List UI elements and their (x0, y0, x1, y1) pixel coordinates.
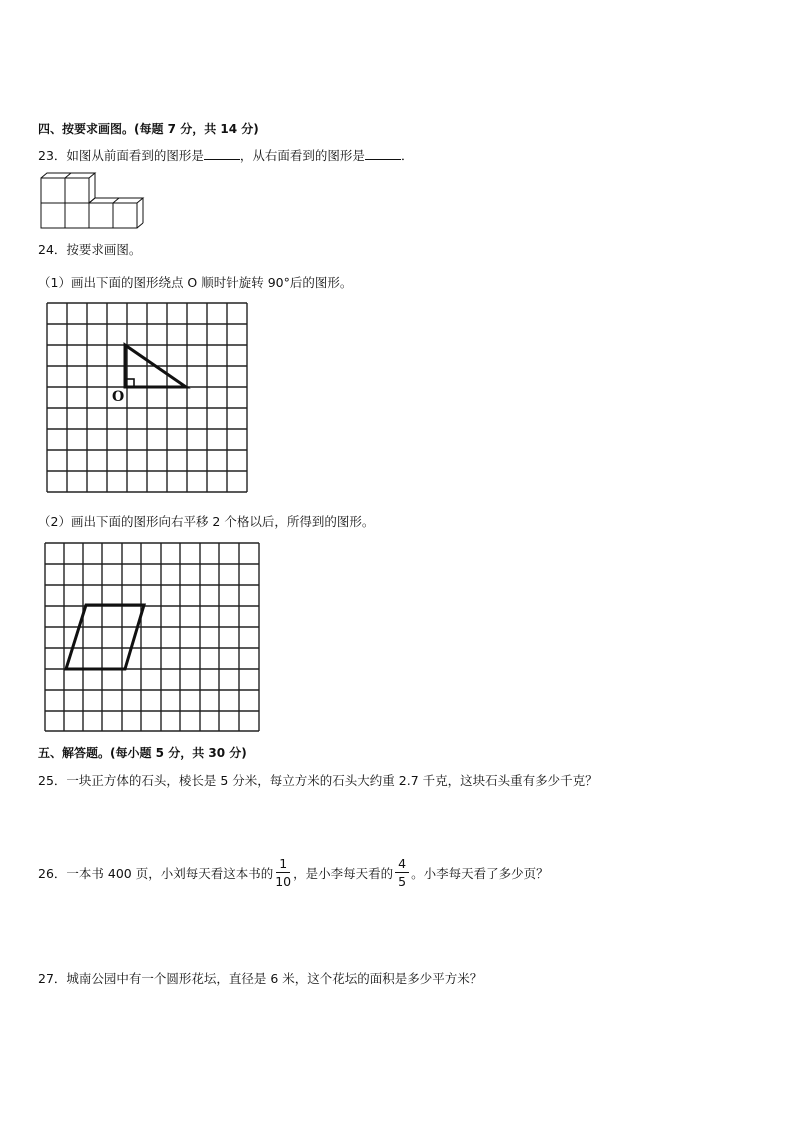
question-23 (38, 146, 413, 164)
q23-text-b: ，从右面看到的图形是 (239, 148, 365, 163)
q23-blank-right[interactable] (365, 147, 401, 160)
fraction-one-tenth (275, 856, 291, 889)
q23-blank-front[interactable] (204, 147, 240, 160)
question-27: 27．城南公园中有一个圆形花坛，直径是 6 米，这个花坛的面积是多少平方米？ (38, 971, 483, 986)
question-24-part-1: （1）画出下面的图形绕点 O 顺时针旋转 90°后的图形。 (38, 275, 353, 290)
parallelogram-shape (66, 605, 144, 669)
q23-text-c: ． (400, 148, 414, 163)
grid-rotation[interactable] (46, 302, 248, 494)
q26-text-c: 。小李每天看了多少页？ (411, 865, 549, 881)
grid-lines-1 (47, 303, 247, 492)
fraction-four-fifths (395, 856, 409, 889)
section-5-heading: 五、解答题。(每小题 5 分，共 30 分) (38, 746, 247, 760)
frac2-denominator: 5 (398, 874, 407, 889)
cube-figure (40, 172, 150, 232)
question-24: 24．按要求画图。 (38, 242, 142, 257)
question-26 (38, 856, 549, 889)
grid-translation[interactable] (44, 542, 260, 732)
point-o-label: O (112, 389, 125, 405)
q26-text-b: ，是小李每天看的 (293, 865, 394, 881)
frac2-numerator: 4 (398, 856, 407, 871)
frac1-bar (276, 872, 290, 873)
question-25: 25．一块正方体的石头，棱长是 5 分米，每立方米的石头大约重 2.7 千克，这块石头重有多少千克？ (38, 773, 598, 788)
section-4-heading: 四、按要求画图。(每题 7 分，共 14 分) (38, 122, 259, 136)
frac1-denominator: 10 (275, 874, 292, 889)
question-24-part-2: （2）画出下面的图形向右平移 2 个格以后，所得到的图形。 (38, 514, 375, 529)
q23-text-a: 23．如图从前面看到的图形是 (38, 148, 204, 163)
frac2-bar (395, 872, 409, 873)
q26-text-a: 26．一本书 400 页，小刘每天看这本书的 (38, 865, 274, 881)
frac1-numerator: 1 (279, 856, 288, 871)
